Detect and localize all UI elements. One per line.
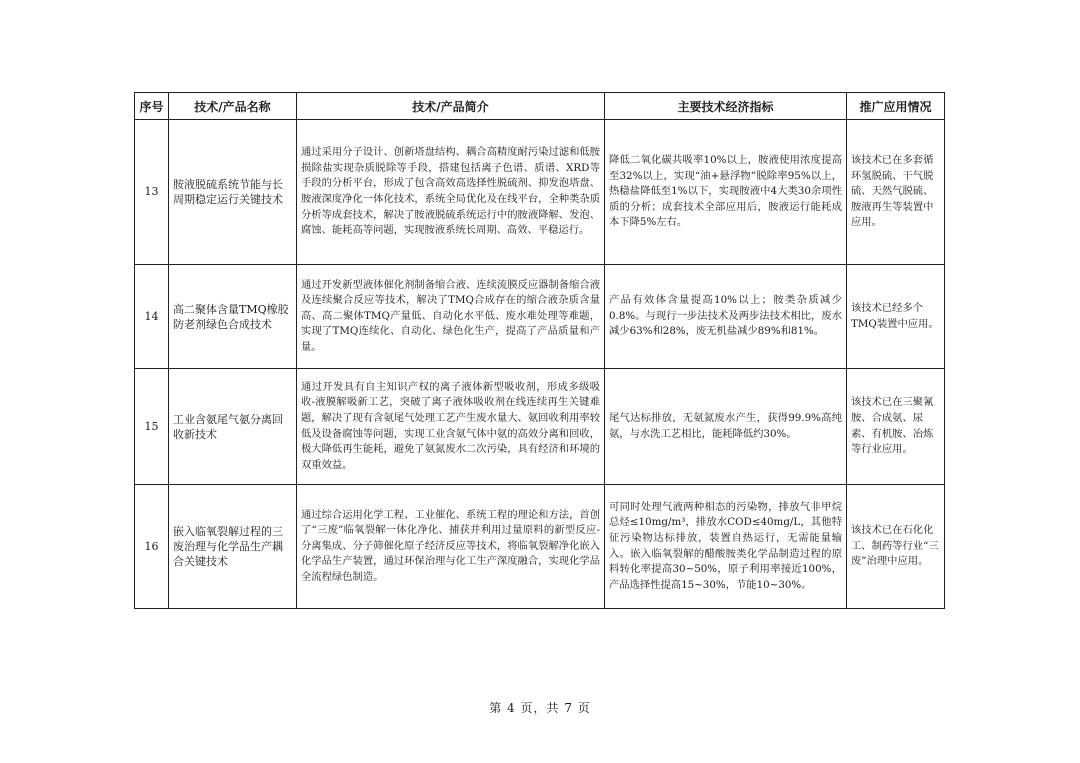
cell-tech-name: 嵌入临氧裂解过程的三废治理与化学品生产耦合关键技术 [169, 485, 297, 609]
header-serial-no: 序号 [135, 93, 169, 120]
cell-serial-no: 13 [135, 120, 169, 265]
cell-key-indicators: 可同时处理气液两种相态的污染物，排放气非甲烷总烃≤10mg/m³，排放水COD≤40mg/L，其他特征污染物达标排放，装置自热运行，无需能量输入。嵌入临氧裂解的醋酸胺类化学品制造过程的原料转化率提高30~50%，原子利用率接近100%，产品选择性提高15~30%，节能10~30%。 [605, 485, 847, 609]
cell-application-status: 该技术已在三聚氰胺、合成氨、尿素、有机胺、冶炼等行业应用。 [847, 369, 945, 485]
cell-tech-intro: 通过开发具有自主知识产权的离子液体新型吸收剂，形成多级吸收-液膜解吸新工艺，突破了离子液体吸收剂在线连续再生关键难题，解决了现有含氨尾气处理工艺产生废水量大、氨回收利用率较低及设备腐蚀等问题，实现工业含氨气体中氨的高效分离和回收，极大降低再生能耗，避免了氨氮废水二次污染，具有经济和环境的双重效益。 [297, 369, 605, 485]
cell-application-status: 该技术已经多个TMQ装置中应用。 [847, 265, 945, 369]
header-tech-name: 技术/产品名称 [169, 93, 297, 120]
cell-application-status: 该技术已在石化化工、制药等行业“三废”治理中应用。 [847, 485, 945, 609]
cell-tech-intro: 通过开发新型液体催化剂制备缩合液、连续流膜反应器制备缩合液及连续聚合反应等技术，解决了TMQ合成存在的缩合液杂质含量高、高二聚体TMQ产量低、自动化水平低、废水难处理等难题，实现了TMQ连续化、自动化、绿色化生产，提高了产品质量和产量。 [297, 265, 605, 369]
cell-serial-no: 14 [135, 265, 169, 369]
header-tech-intro: 技术/产品简介 [297, 93, 605, 120]
cell-tech-intro: 通过综合运用化学工程、工业催化、系统工程的理论和方法，首创了“三废”临氧裂解一体化净化、捕获并利用过量原料的新型反应-分离集成、分子筛催化原子经济反应等技术，将临氧裂解净化嵌入化学品生产装置，通过环保治理与化工生产深度融合，实现化学品全流程绿色制造。 [297, 485, 605, 609]
table-header-row [135, 93, 945, 120]
page-number: 第 4 页，共 7 页 [489, 701, 591, 715]
cell-tech-name: 胺液脱硫系统节能与长周期稳定运行关键技术 [169, 120, 297, 265]
cell-application-status: 该技术已在多套循环氢脱硫、干气脱硫、天然气脱硫、胺液再生等装置中应用。 [847, 120, 945, 265]
cell-key-indicators: 产品有效体含量提高10%以上；胺类杂质减少0.8%。与现行一步法技术及两步法技术相比，废水减少63%和28%，废无机盐减少89%和81%。 [605, 265, 847, 369]
header-key-indicators: 主要技术经济指标 [605, 93, 847, 120]
table-row [135, 120, 945, 265]
technology-table-container [134, 92, 944, 609]
table-row [135, 485, 945, 609]
cell-tech-name: 工业含氨尾气氨分离回收新技术 [169, 369, 297, 485]
cell-tech-name: 高二聚体含量TMQ橡胶防老剂绿色合成技术 [169, 265, 297, 369]
cell-key-indicators: 降低二氧化碳共吸率10%以上，胺液使用浓度提高至32%以上，实现“油+悬浮物”脱除率95%以上，热稳盐降低至1%以下，实现胺液中4大类30余项性质的分析；成套技术全部应用后，胺液运行能耗成本下降5%左右。 [605, 120, 847, 265]
cell-key-indicators: 尾气达标排放，无氨氮废水产生，获得99.9%高纯氨，与水洗工艺相比，能耗降低约30%。 [605, 369, 847, 485]
technology-table [134, 92, 945, 609]
cell-serial-no: 15 [135, 369, 169, 485]
table-row [135, 369, 945, 485]
cell-serial-no: 16 [135, 485, 169, 609]
header-application-status: 推广应用情况 [847, 93, 945, 120]
cell-tech-intro: 通过采用分子设计、创新塔盘结构、耦合高精度耐污染过滤和低胺损除盐实现杂质脱除等手段，搭建包括离子色谱、质谱、XRD等手段的分析平台，形成了包含高效高选择性脱硫剂、抑发泡塔盘、胺液深度净化一体化技术，系统全局优化及在线平台，全种类杂质分析等成套技术，解决了胺液脱硫系统运行中的胺液降解、发泡、腐蚀、能耗高等问题，实现胺液系统长周期、高效、平稳运行。 [297, 120, 605, 265]
table-row [135, 265, 945, 369]
